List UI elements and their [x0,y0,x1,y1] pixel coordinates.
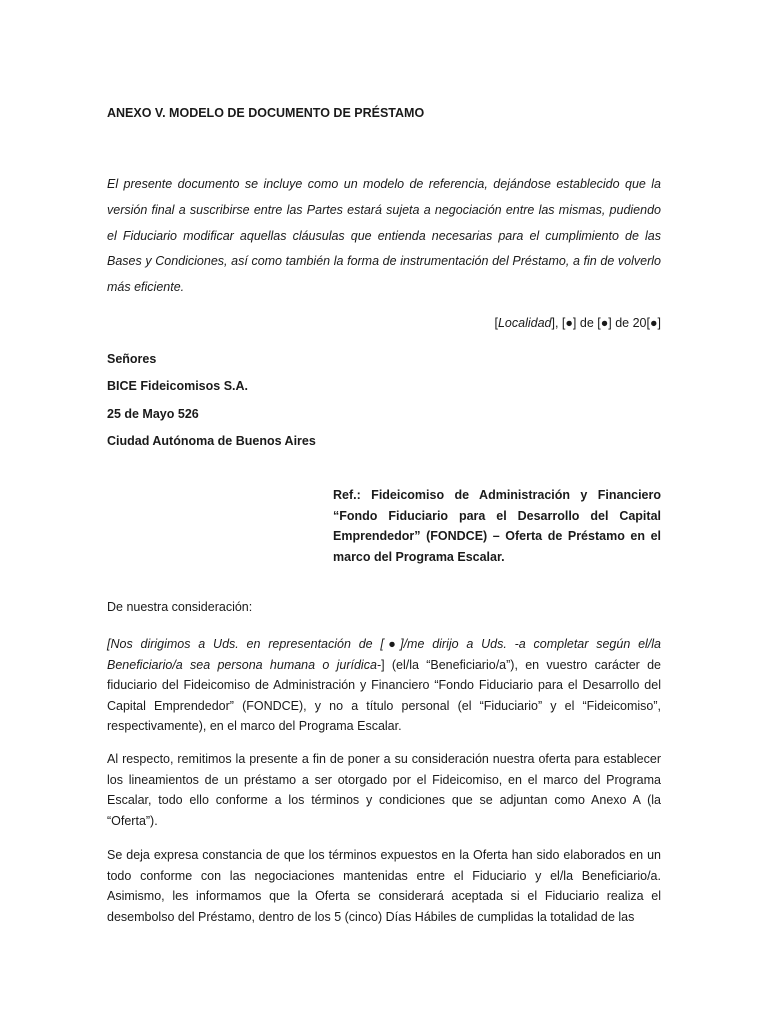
paragraph-1-text: ] (el/la “Beneficiario/a”), en vuestro carácter de fiduciario del Fideicomiso de Administración y Financiero “Fondo Fiduciario para el Desarrollo del Capital Emprendedor” (FONDCE), y no a título personal (el “Fiduciario” y el “Fideicomiso”, respectivamente), en el marco del Programa Escalar. [107,657,662,734]
greeting: De nuestra consideración: [107,600,253,614]
paragraph-1 [107,634,661,737]
paragraph-1-italic: [Nos dirigimos a Uds. en representación de [●]/me dirijo a Uds. -a completar según el/la Beneficiario/a sea persona humana o jurídica- [107,637,661,672]
document-title: ANEXO V. MODELO DE DOCUMENTO DE PRÉSTAMO [107,106,425,120]
address-line: BICE Fideicomisos S.A. [107,379,249,394]
paragraph-2: Al respecto, remitimos la presente a fin de poner a su consideración nuestra oferta para establecer los lineamientos de un préstamo a ser otorgado por el Fideicomiso, en el marco del Programa Escalar, todo ello conforme a los términos y condiciones que se adjuntan como Anexo A (la “Oferta”). [107,752,661,828]
date-place: Localidad [497,316,552,330]
date-bracket-open: [ [494,316,498,330]
reference-block: Ref.: Fideicomiso de Administración y Financiero “Fondo Fiduciario para el Desarrollo del Capital Emprendedor” (FONDCE) – Oferta de Préstamo en el marco del Programa Escalar. [333,488,661,565]
address-line: Señores [107,352,157,366]
date-line [494,314,661,332]
recipient-address [107,346,661,456]
paragraph-3: Se deja expresa constancia de que los términos expuestos en la Oferta han sido elaborados en un todo conforme con las negociaciones mantenidas entre el Fiduciario y el/la Beneficiario/a. Asimismo, les informamos que la Oferta se considerará aceptada si el Fiduciario realiza el desembolso del Préstamo, dentro de los 5 (cinco) Días Hábiles de cumplidas la totalidad de las [107,848,661,924]
intro-paragraph: El presente documento se incluye como un modelo de referencia, dejándose establecido que la versión final a suscribirse entre las Partes estará sujeta a negociación entre las mismas, pudiendo el Fiduciario modificar aquellas cláusulas que entienda necesarias para el cumplimiento de las Bases y Condiciones, así como también la forma de instrumentación del Préstamo, a fin de volverlo más eficiente. [107,177,661,295]
date-rest: ], [●] de [●] de 20[●] [551,316,661,330]
address-line: Ciudad Autónoma de Buenos Aires [107,434,316,449]
address-line: 25 de Mayo 526 [107,406,199,421]
